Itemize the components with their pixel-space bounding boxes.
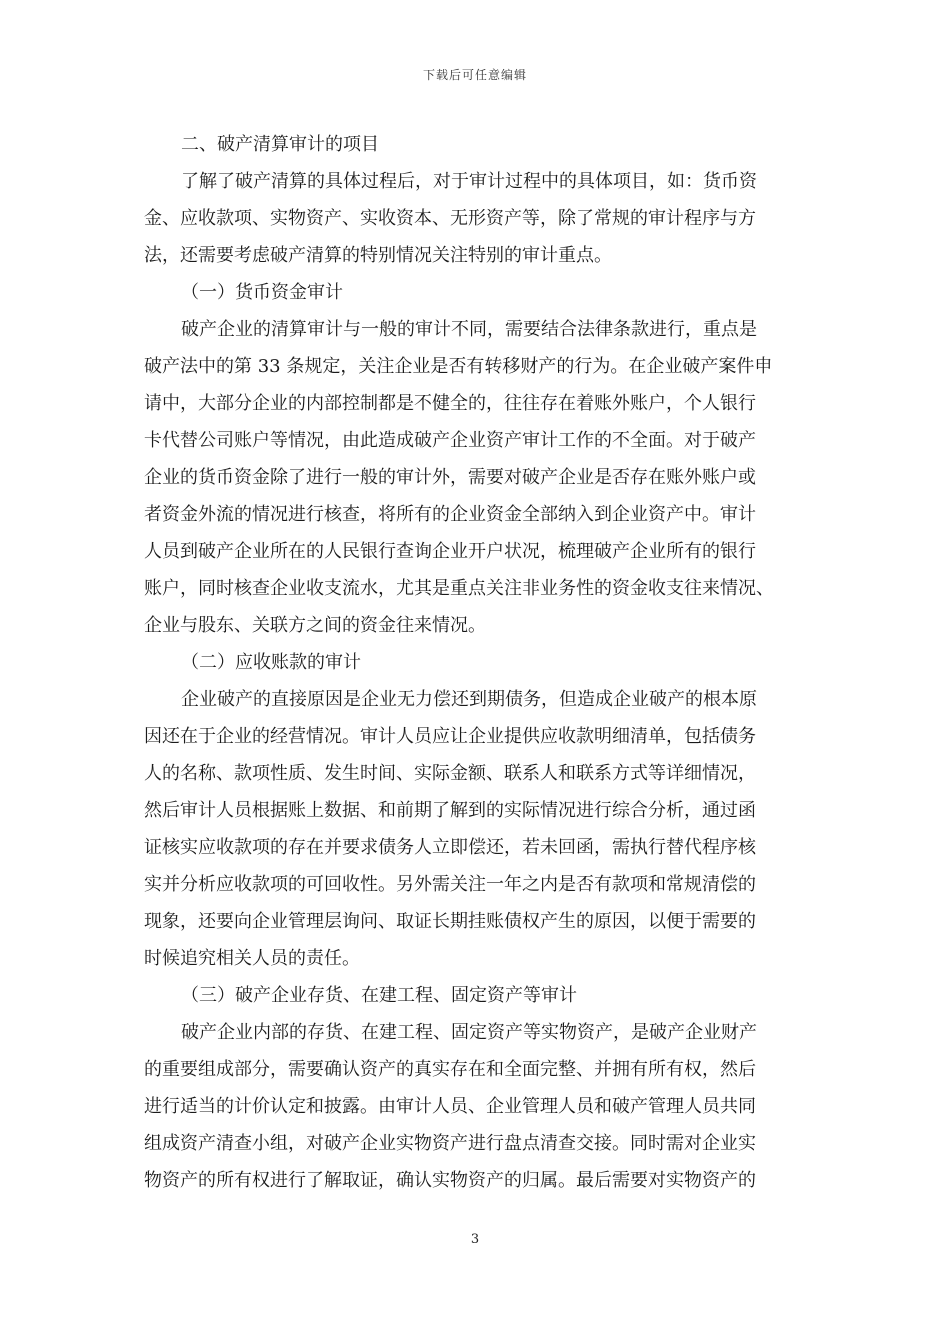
- paragraph-line: 卡代替公司账户等情况，由此造成破产企业资产审计工作的不全面。对于破产: [144, 430, 756, 451]
- paragraph-line: 人的名称、款项性质、发生时间、实际金额、联系人和联系方式等详细情况，: [144, 763, 756, 784]
- paragraph-line: 现象，还要向企业管理层询问、取证长期挂账债权产生的原因，以便于需要的: [144, 911, 756, 932]
- paragraph-line: 破产企业内部的存货、在建工程、固定资产等实物资产，是破产企业财产: [181, 1022, 757, 1043]
- subsection-heading: （三）破产企业存货、在建工程、固定资产等审计: [181, 985, 577, 1006]
- paragraph-line: 时候追究相关人员的责任。: [144, 948, 360, 969]
- paragraph-line: 破产法中的第 33 条规定，关注企业是否有转移财产的行为。在企业破产案件申: [144, 356, 773, 377]
- paragraph-line: 证核实应收款项的存在并要求债务人立即偿还，若未回函，需执行替代程序核: [144, 837, 756, 858]
- paragraph-line: 破产企业的清算审计与一般的审计不同，需要结合法律条款进行，重点是: [181, 319, 757, 340]
- paragraph-line: 物资产的所有权进行了解取证，确认实物资产的归属。最后需要对实物资产的: [144, 1170, 756, 1191]
- paragraph-line: 实并分析应收款项的可回收性。另外需关注一年之内是否有款项和常规清偿的: [144, 874, 756, 895]
- paragraph-line: 进行适当的计价认定和披露。由审计人员、企业管理人员和破产管理人员共同: [144, 1096, 756, 1117]
- paragraph-line: 了解了破产清算的具体过程后，对于审计过程中的具体项目，如：货币资: [181, 171, 757, 192]
- paragraph-line: 企业与股东、关联方之间的资金往来情况。: [144, 615, 486, 636]
- page-header: 下载后可任意编辑: [422, 68, 527, 82]
- subsection-heading: （二）应收账款的审计: [181, 652, 361, 673]
- paragraph-line: 的重要组成部分，需要确认资产的真实存在和全面完整、并拥有所有权，然后: [144, 1059, 756, 1080]
- section-heading: 二、破产清算审计的项目: [181, 134, 379, 155]
- subsection-heading: （一）货币资金审计: [181, 282, 343, 303]
- document-body: [144, 126, 814, 1199]
- paragraph-line: 因还在于企业的经营情况。审计人员应让企业提供应收款明细清单，包括债务: [144, 726, 756, 747]
- paragraph-line: 金、应收款项、实物资产、实收资本、无形资产等，除了常规的审计程序与方: [144, 208, 756, 229]
- paragraph-line: 账户，同时核查企业收支流水，尤其是重点关注非业务性的资金收支往来情况、: [144, 578, 774, 599]
- paragraph-line: 人员到破产企业所在的人民银行查询企业开户状况，梳理破产企业所有的银行: [144, 541, 756, 562]
- paragraph-line: 组成资产清查小组，对破产企业实物资产进行盘点清查交接。同时需对企业实: [144, 1133, 756, 1154]
- paragraph-line: 企业破产的直接原因是企业无力偿还到期债务，但造成企业破产的根本原: [181, 689, 757, 710]
- paragraph-line: 然后审计人员根据账上数据、和前期了解到的实际情况进行综合分析，通过函: [144, 800, 756, 821]
- page-number: 3: [470, 1232, 480, 1247]
- paragraph-line: 法，还需要考虑破产清算的特别情况关注特别的审计重点。: [144, 245, 612, 266]
- paragraph-line: 请中，大部分企业的内部控制都是不健全的，往往存在着账外账户，个人银行: [144, 393, 756, 414]
- paragraph-line: 企业的货币资金除了进行一般的审计外，需要对破产企业是否存在账外账户或: [144, 467, 756, 488]
- paragraph-line: 者资金外流的情况进行核查，将所有的企业资金全部纳入到企业资产中。审计: [144, 504, 756, 525]
